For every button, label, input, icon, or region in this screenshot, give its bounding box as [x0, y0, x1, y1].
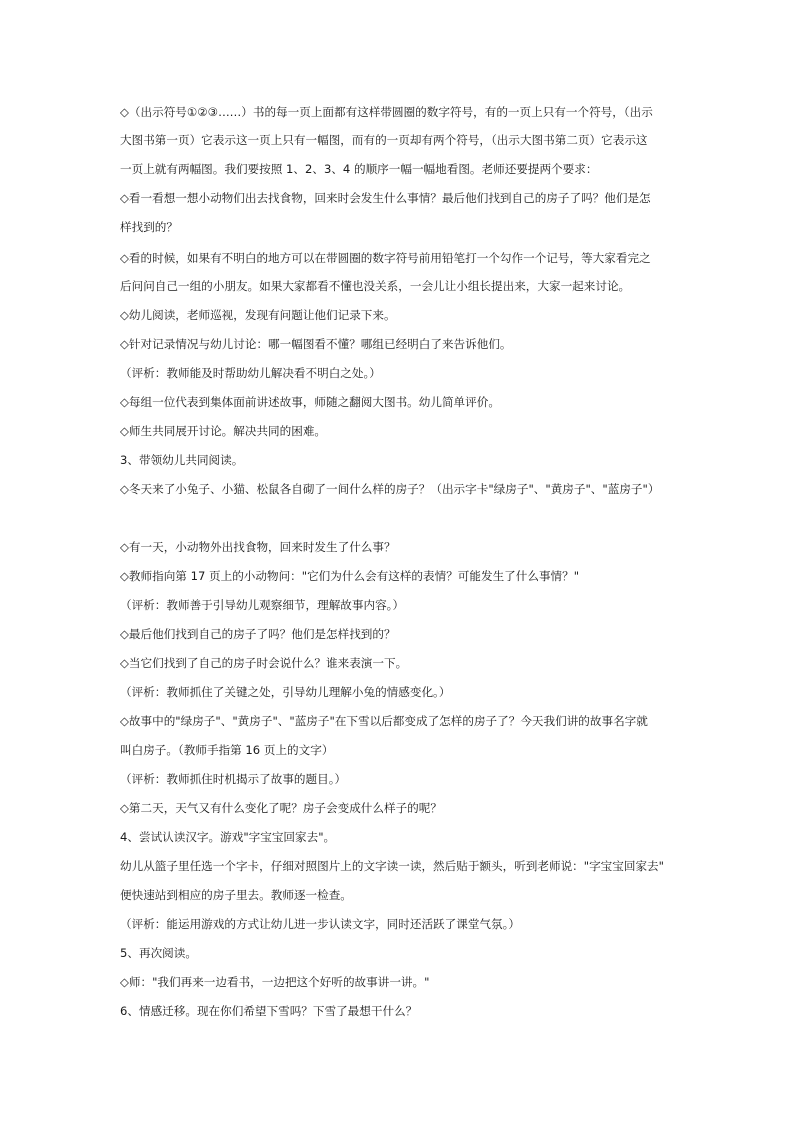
- text-line: ◇师："我们再来一边看书，一边把这个好听的故事讲一讲。": [120, 975, 430, 989]
- text-line: ◇故事中的"绿房子"、"黄房子"、"蓝房子"在下雪以后都变成了怎样的房子了？今天我们讲的故事名字就: [120, 714, 648, 728]
- text-line: ◇师生共同展开讨论。解决共同的困难。: [120, 424, 327, 438]
- text-line: ◇当它们找到了自己的房子时会说什么？谁来表演一下。: [120, 656, 408, 670]
- text-line: 一页上就有两幅图。我们要按照 1、2、3、4 的顺序一幅一幅地看图。老师还要提两个要求：: [120, 162, 598, 176]
- text-line: ◇冬天来了小兔子、小猫、松鼠各自砌了一间什么样的房子？（出示字卡"绿房子"、"黄房子"、"蓝房子"）: [120, 482, 660, 496]
- text-line: ◇看一看想一想小动物们出去找食物，回来时会发生什么事情？最后他们找到自己的房子了吗？他们是怎: [120, 191, 651, 205]
- text-line: （评析：教师抓住时机揭示了故事的题目。）: [120, 772, 347, 786]
- text-line: 样找到的？: [120, 220, 178, 234]
- text-line: 幼儿从篮子里任选一个字卡，仔细对照图片上的文字读一读，然后贴于额头，听到老师说："字宝宝回家去": [120, 859, 664, 873]
- section-heading: 4、尝试认读汉字。游戏"字宝宝回家去"。: [120, 830, 336, 844]
- text-line: ◇第二天，天气又有什么变化了呢？房子会变成什么样子的呢？: [120, 801, 442, 815]
- text-line: （评析：能运用游戏的方式让幼儿进一步认读文字，同时还活跃了课堂气氛。）: [120, 917, 520, 931]
- text-line: ◇最后他们找到自己的房子了吗？他们是怎样找到的？: [120, 627, 396, 641]
- text-line: ◇有一天，小动物外出找食物，回来时发生了什么事？: [120, 540, 396, 554]
- text-line: ◇（出示符号①②③……）书的每一页上面都有这样带圆圈的数字符号，有的一页上只有一个符号，（出示: [120, 105, 653, 119]
- text-line: （评析：教师善于引导幼儿观察细节，理解故事内容。）: [120, 598, 405, 612]
- text-line: ◇每组一位代表到集体面前讲述故事，师随之翻阅大图书。幼儿简单评价。: [120, 395, 500, 409]
- section-heading: 3、带领幼儿共同阅读。: [120, 453, 244, 467]
- text-line: 后问问自己一组的小朋友。如果大家都看不懂也没关系，一会儿让小组长提出来，大家一起来讨论。: [120, 279, 631, 293]
- section-heading: 6、情感迁移。现在你们希望下雪吗？下雪了最想干什么？: [120, 1004, 418, 1018]
- text-line: （评析：教师抓住了关键之处，引导幼儿理解小兔的情感变化。）: [120, 685, 451, 699]
- text-line: 叫白房子。（教师手指第 16 页上的文字）: [120, 743, 334, 757]
- text-line: ◇教师指向第 17 页上的小动物问："它们为什么会有这样的表情？可能发生了什么事情？": [120, 569, 580, 583]
- text-line: ◇幼儿阅读，老师巡视，发现有问题让他们记录下来。: [120, 308, 396, 322]
- text-line: ◇看的时候，如果有不明白的地方可以在带圆圈的数字符号前用铅笔打一个勾作一个记号，等大家看完之: [120, 251, 651, 265]
- text-line: ◇针对记录情况与幼儿讨论：哪一幅图看不懂？哪组已经明白了来告诉他们。: [120, 337, 512, 351]
- text-line: 大图书第一页）它表示这一页上只有一幅图，而有的一页却有两个符号，（出示大图书第二页）它表示这: [120, 133, 648, 147]
- text-line: （评析：教师能及时帮助幼儿解决看不明白之处。）: [120, 366, 381, 380]
- section-heading: 5、再次阅读。: [120, 946, 197, 960]
- text-line: 便快速站到相应的房子里去。教师逐一检查。: [120, 888, 352, 902]
